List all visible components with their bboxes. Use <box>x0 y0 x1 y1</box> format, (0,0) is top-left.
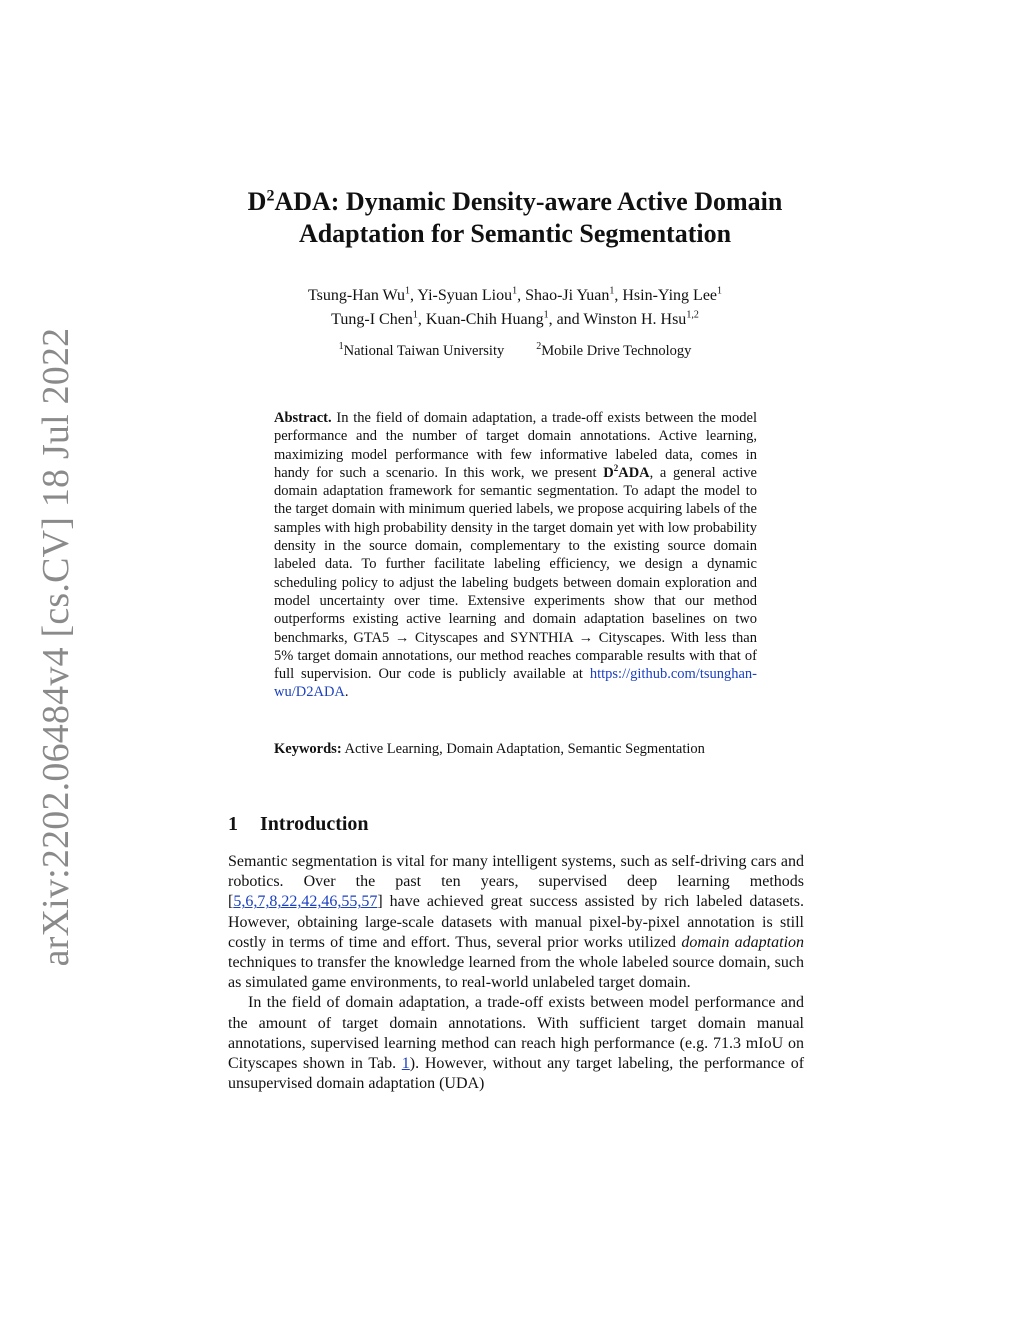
author-name: Hsin-Ying Lee <box>622 287 718 304</box>
author-line-1 <box>308 287 722 304</box>
author-name: Kuan-Chih Huang <box>425 311 544 328</box>
author-line-2 <box>331 311 699 328</box>
emphasized-term: domain adaptation <box>681 933 805 951</box>
affiliations <box>200 341 830 361</box>
author-affiliation-mark: 1 <box>543 309 549 321</box>
abstract-end: . <box>344 684 349 701</box>
title-line2: Adaptation for Semantic Segmentation <box>298 219 732 248</box>
author-affiliation-mark: 1 <box>609 285 615 297</box>
author-affiliation-mark: 1,2 <box>686 309 699 321</box>
author-separator: , and <box>548 311 584 328</box>
paragraph: Semantic segmentation is vital for many intelligent systems, such as self-driving cars and robotics. Over the past ten years, supervised deep learning methods [5,6,7,8,22,42,46,55,57] have achieved great success assisted by rich labeled datasets. However, obtaining large-scale datasets with manual pixel-by-pixel annotation is still costly in terms of time and effort. Thus, several prior works utilized domain adaptation techniques to transfer the knowledge learned from the whole labeled source domain, such as simulated game environments, to real-world unlabeled target domain. <box>228 853 805 992</box>
section-heading-introduction <box>228 811 369 837</box>
author-name: Winston H. Hsu <box>583 311 687 328</box>
author-affiliation-mark: 1 <box>512 285 518 297</box>
introduction-body <box>228 852 804 1094</box>
author-separator: , <box>410 287 418 304</box>
author-separator: , <box>417 311 426 328</box>
author-separator: , <box>614 287 623 304</box>
citation-link[interactable]: 5,6,7,8,22,42,46,55,57 <box>233 893 378 911</box>
table-reference-link[interactable]: 1 <box>401 1055 410 1073</box>
author-separator: , <box>517 287 526 304</box>
keywords-text: Active Learning, Domain Adaptation, Semantic Segmentation <box>344 741 705 757</box>
paper-title <box>200 186 830 250</box>
abstract-method-name: $D^2ADA$ <box>603 463 650 481</box>
abstract-text-part1: In the field of domain adaptation, a trade-off exists between the model performance and the number of target domain annotations. Active learning, maximizing model performance with few informative labeled data, comes in handy for such a scenario. In this work, we present <box>274 410 758 481</box>
author-name: Tung-I Chen <box>331 311 413 328</box>
title-method-superscript: 2 <box>266 187 275 205</box>
author-list <box>200 284 830 332</box>
section-title: Introduction <box>260 813 369 835</box>
author-affiliation-mark: 1 <box>405 285 410 297</box>
affiliation-mark: 1 <box>338 341 344 353</box>
affiliation-name: National Taiwan University <box>343 343 505 359</box>
author-name: Yi-Syuan Liou <box>417 287 513 304</box>
paragraph: In the field of domain adaptation, a trade-off exists between model performance and the amount of target domain annotations. With sufficient target domain manual annotations, supervised learning method can reach high performance (e.g. 71.3 mIoU on Cityscapes shown in Tab. 1). However, without any target labeling, the performance of unsupervised domain adaptation (UDA) <box>228 994 805 1093</box>
affiliation-mark: 2 <box>536 341 542 353</box>
author-affiliation-mark: 1 <box>717 285 723 297</box>
author-name: Shao-Ji Yuan <box>525 287 610 304</box>
author-name: Tsung-Han Wu <box>307 287 405 304</box>
abstract-label: Abstract. <box>274 410 332 426</box>
title-method-prefix: D <box>247 187 267 216</box>
code-repository-link[interactable]: https://github.com/tsunghan-wu/D2ADA <box>274 666 758 701</box>
author-affiliation-mark: 1 <box>412 309 418 321</box>
affiliation-name: Mobile Drive Technology <box>541 343 692 359</box>
keywords <box>274 740 757 758</box>
title-line1: ADA: Dynamic Density-aware Active Domain <box>274 187 783 216</box>
keywords-label: Keywords: <box>274 741 342 757</box>
abstract-text-part2: , a general active domain adaptation framework for semantic segmentation. To adapt the model to the target domain with minimum queried labels, we propose acquiring labels of the samples with high probability density in the target domain yet with low probability density in the source domain, complementary to the existing source domain labeled data. To further facilitate labeling efficiency, we design a dynamic scheduling policy to adjust the labeling budgets between domain exploration and model uncertainty over time. Extensive experiments show that our method outperforms existing active learning and domain adaptation baselines on two benchmarks, GTA5 → Cityscapes and SYNTHIA → Cityscapes. With less than 5% target domain annotations, our method reaches comparable results with that of full supervision. Our code is publicly available at <box>274 464 757 683</box>
abstract <box>274 409 757 702</box>
arxiv-identifier-stamp: arXiv:2202.06484v4 [cs.CV] 18 Jul 2022 <box>35 327 77 967</box>
section-number: 1 <box>228 813 238 835</box>
